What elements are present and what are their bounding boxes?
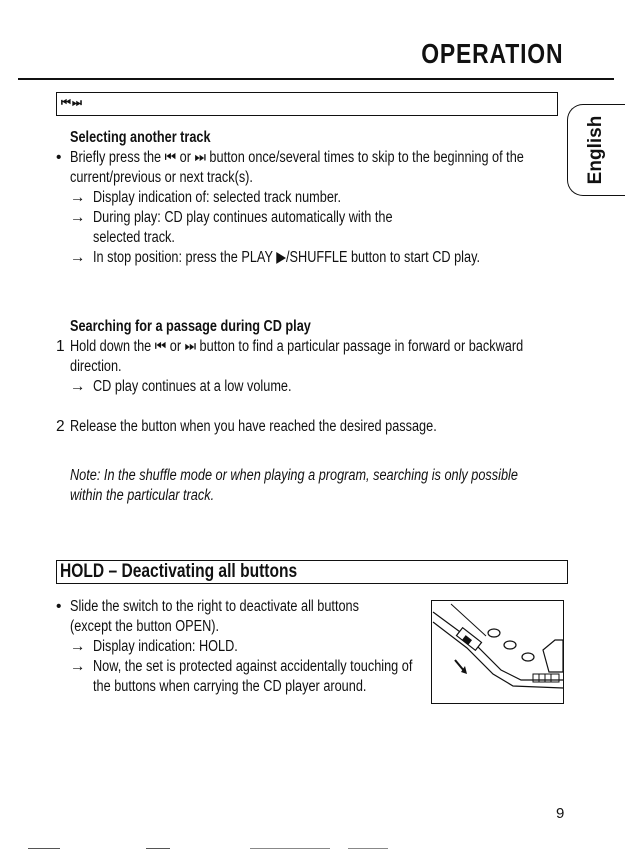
hold-result-1: Display indication: HOLD. [93, 638, 238, 655]
note-line-2: within the particular track. [70, 487, 215, 504]
track-result-2-line-1: During play: CD play continues automatically with the [93, 209, 393, 226]
page-number: 9 [556, 805, 565, 822]
arrow-icon: → [70, 378, 86, 395]
hold-bullet: • [56, 598, 62, 615]
footer-divider [28, 848, 60, 849]
arrow-icon: → [70, 638, 86, 655]
arrow-icon: → [70, 249, 86, 266]
hold-paragraph-line-2: (except the button OPEN). [70, 618, 220, 635]
arrow-icon: → [70, 189, 86, 206]
track-bullet: • [56, 149, 62, 166]
search-step-2: Release the button when you have reached the desired passage. [70, 418, 437, 435]
hold-result-2-line-1: Now, the set is protected against accidentally touching of [93, 658, 413, 675]
hold-section-header-box [56, 560, 568, 584]
search-step-1-line-1: Hold down the ⏮ or ⏭ button to find a particular passage in forward or backward [70, 338, 524, 355]
footer-divider [348, 848, 388, 849]
track-result-1: Display indication of: selected track number. [93, 189, 341, 206]
step-number-1: 1 [56, 338, 65, 355]
search-heading: Searching for a passage during CD play [70, 318, 311, 335]
arrow-icon: → [70, 658, 86, 675]
arrow-icon: → [70, 209, 86, 226]
track-result-2-line-2: selected track. [93, 229, 175, 246]
track-paragraph-line-1: Briefly press the ⏮ or ⏭ button once/several times to skip to the beginning of the [70, 149, 524, 166]
step-number-2: 2 [56, 418, 65, 435]
cd-player-hold-switch-illustration [431, 600, 564, 704]
search-result-1: CD play continues at a low volume. [93, 378, 292, 395]
language-tab-label: English [585, 115, 606, 185]
track-section-header-box [56, 92, 558, 116]
track-heading: Selecting another track [70, 129, 211, 146]
search-step-1-line-2: direction. [70, 358, 122, 375]
track-result-3: In stop position: press the PLAY ▶/SHUFFLE button to start CD play. [93, 249, 481, 266]
footer-divider [250, 848, 330, 849]
page-title: OPERATION [420, 38, 563, 69]
hold-section-title: HOLD – Deactivating all buttons [60, 561, 298, 582]
note-line-1: Note: In the shuffle mode or when playing a program, searching is only possible [70, 467, 518, 484]
track-paragraph-line-2: current/previous or next track(s). [70, 169, 253, 186]
footer-divider [146, 848, 170, 849]
title-divider [18, 78, 614, 80]
hold-paragraph-line-1: Slide the switch to the right to deactivate all buttons [70, 598, 359, 615]
skip-buttons-icon: ⏮ ⏭ [61, 97, 81, 109]
hold-result-2-line-2: the buttons when carrying the CD player around. [93, 678, 367, 695]
